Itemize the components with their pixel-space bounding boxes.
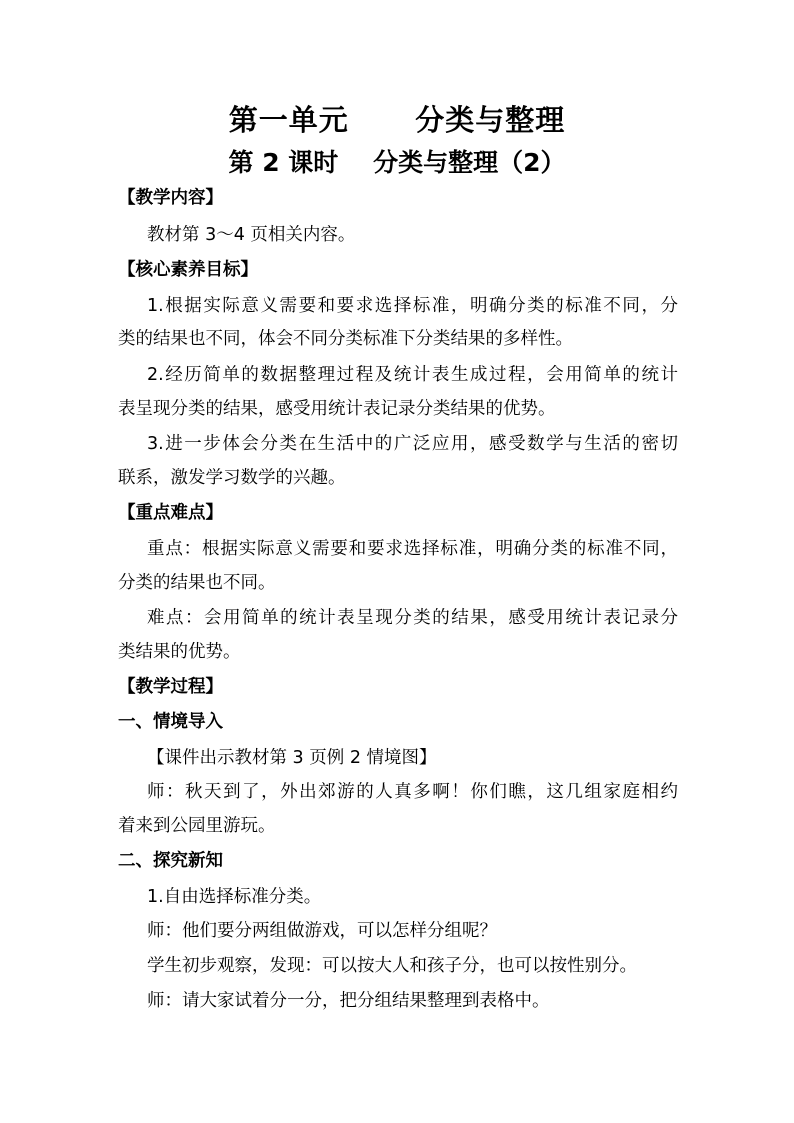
- process-heading: 【教学过程】: [118, 677, 223, 697]
- part-2-line-1: 师：他们要分两组做游戏，可以怎样分组呢？: [147, 921, 497, 941]
- part-1-heading: 一、情境导入: [118, 712, 223, 732]
- part-2-item-1: 1.自由选择标准分类。: [147, 887, 322, 907]
- goal-2-line-2: 表呈现分类的结果，感受用统计表记录分类结果的优势。: [118, 399, 556, 419]
- unit-title: 第一单元 分类与整理: [228, 103, 566, 137]
- keypoints-heading: 【重点难点】: [118, 503, 223, 523]
- content-heading: 【教学内容】: [118, 188, 223, 208]
- difficulty-line-2: 类结果的优势。: [118, 642, 241, 662]
- goal-3-line-1: 3.进一步体会分类在生活中的广泛应用，感受数学与生活的密切: [147, 434, 678, 454]
- lesson-title: 第 2 课时 分类与整理（2）: [228, 148, 566, 177]
- content-text: 教材第 3～4 页相关内容。: [147, 225, 356, 245]
- key-point-line-1: 重点：根据实际意义需要和要求选择标准，明确分类的标准不同，: [147, 539, 678, 559]
- difficulty-line-1: 难点：会用简单的统计表呈现分类的结果，感受用统计表记录分: [147, 608, 678, 628]
- part-2-line-2: 学生初步观察，发现：可以按大人和孩子分，也可以按性别分。: [147, 956, 637, 976]
- goal-1-line-1: 1.根据实际意义需要和要求选择标准，明确分类的标准不同，分: [147, 296, 678, 316]
- goal-3-line-2: 联系，激发学习数学的兴趣。: [118, 468, 346, 488]
- part-2-line-3: 师：请大家试着分一分，把分组结果整理到表格中。: [147, 991, 550, 1011]
- part-1-courseware: 【课件出示教材第 3 页例 2 情境图】: [147, 748, 437, 768]
- part-1-line-2: 着来到公园里游玩。: [118, 816, 276, 836]
- part-1-line-1: 师：秋天到了，外出郊游的人真多啊！你们瞧，这几组家庭相约: [147, 782, 678, 802]
- goal-1-line-2: 类的结果也不同，体会不同分类标准下分类结果的多样性。: [118, 329, 573, 349]
- part-2-heading: 二、探究新知: [118, 851, 223, 871]
- goals-heading: 【核心素养目标】: [118, 260, 258, 280]
- key-point-line-2: 分类的结果也不同。: [118, 573, 276, 593]
- goal-2-line-1: 2.经历简单的数据整理过程及统计表生成过程，会用简单的统计: [147, 365, 678, 385]
